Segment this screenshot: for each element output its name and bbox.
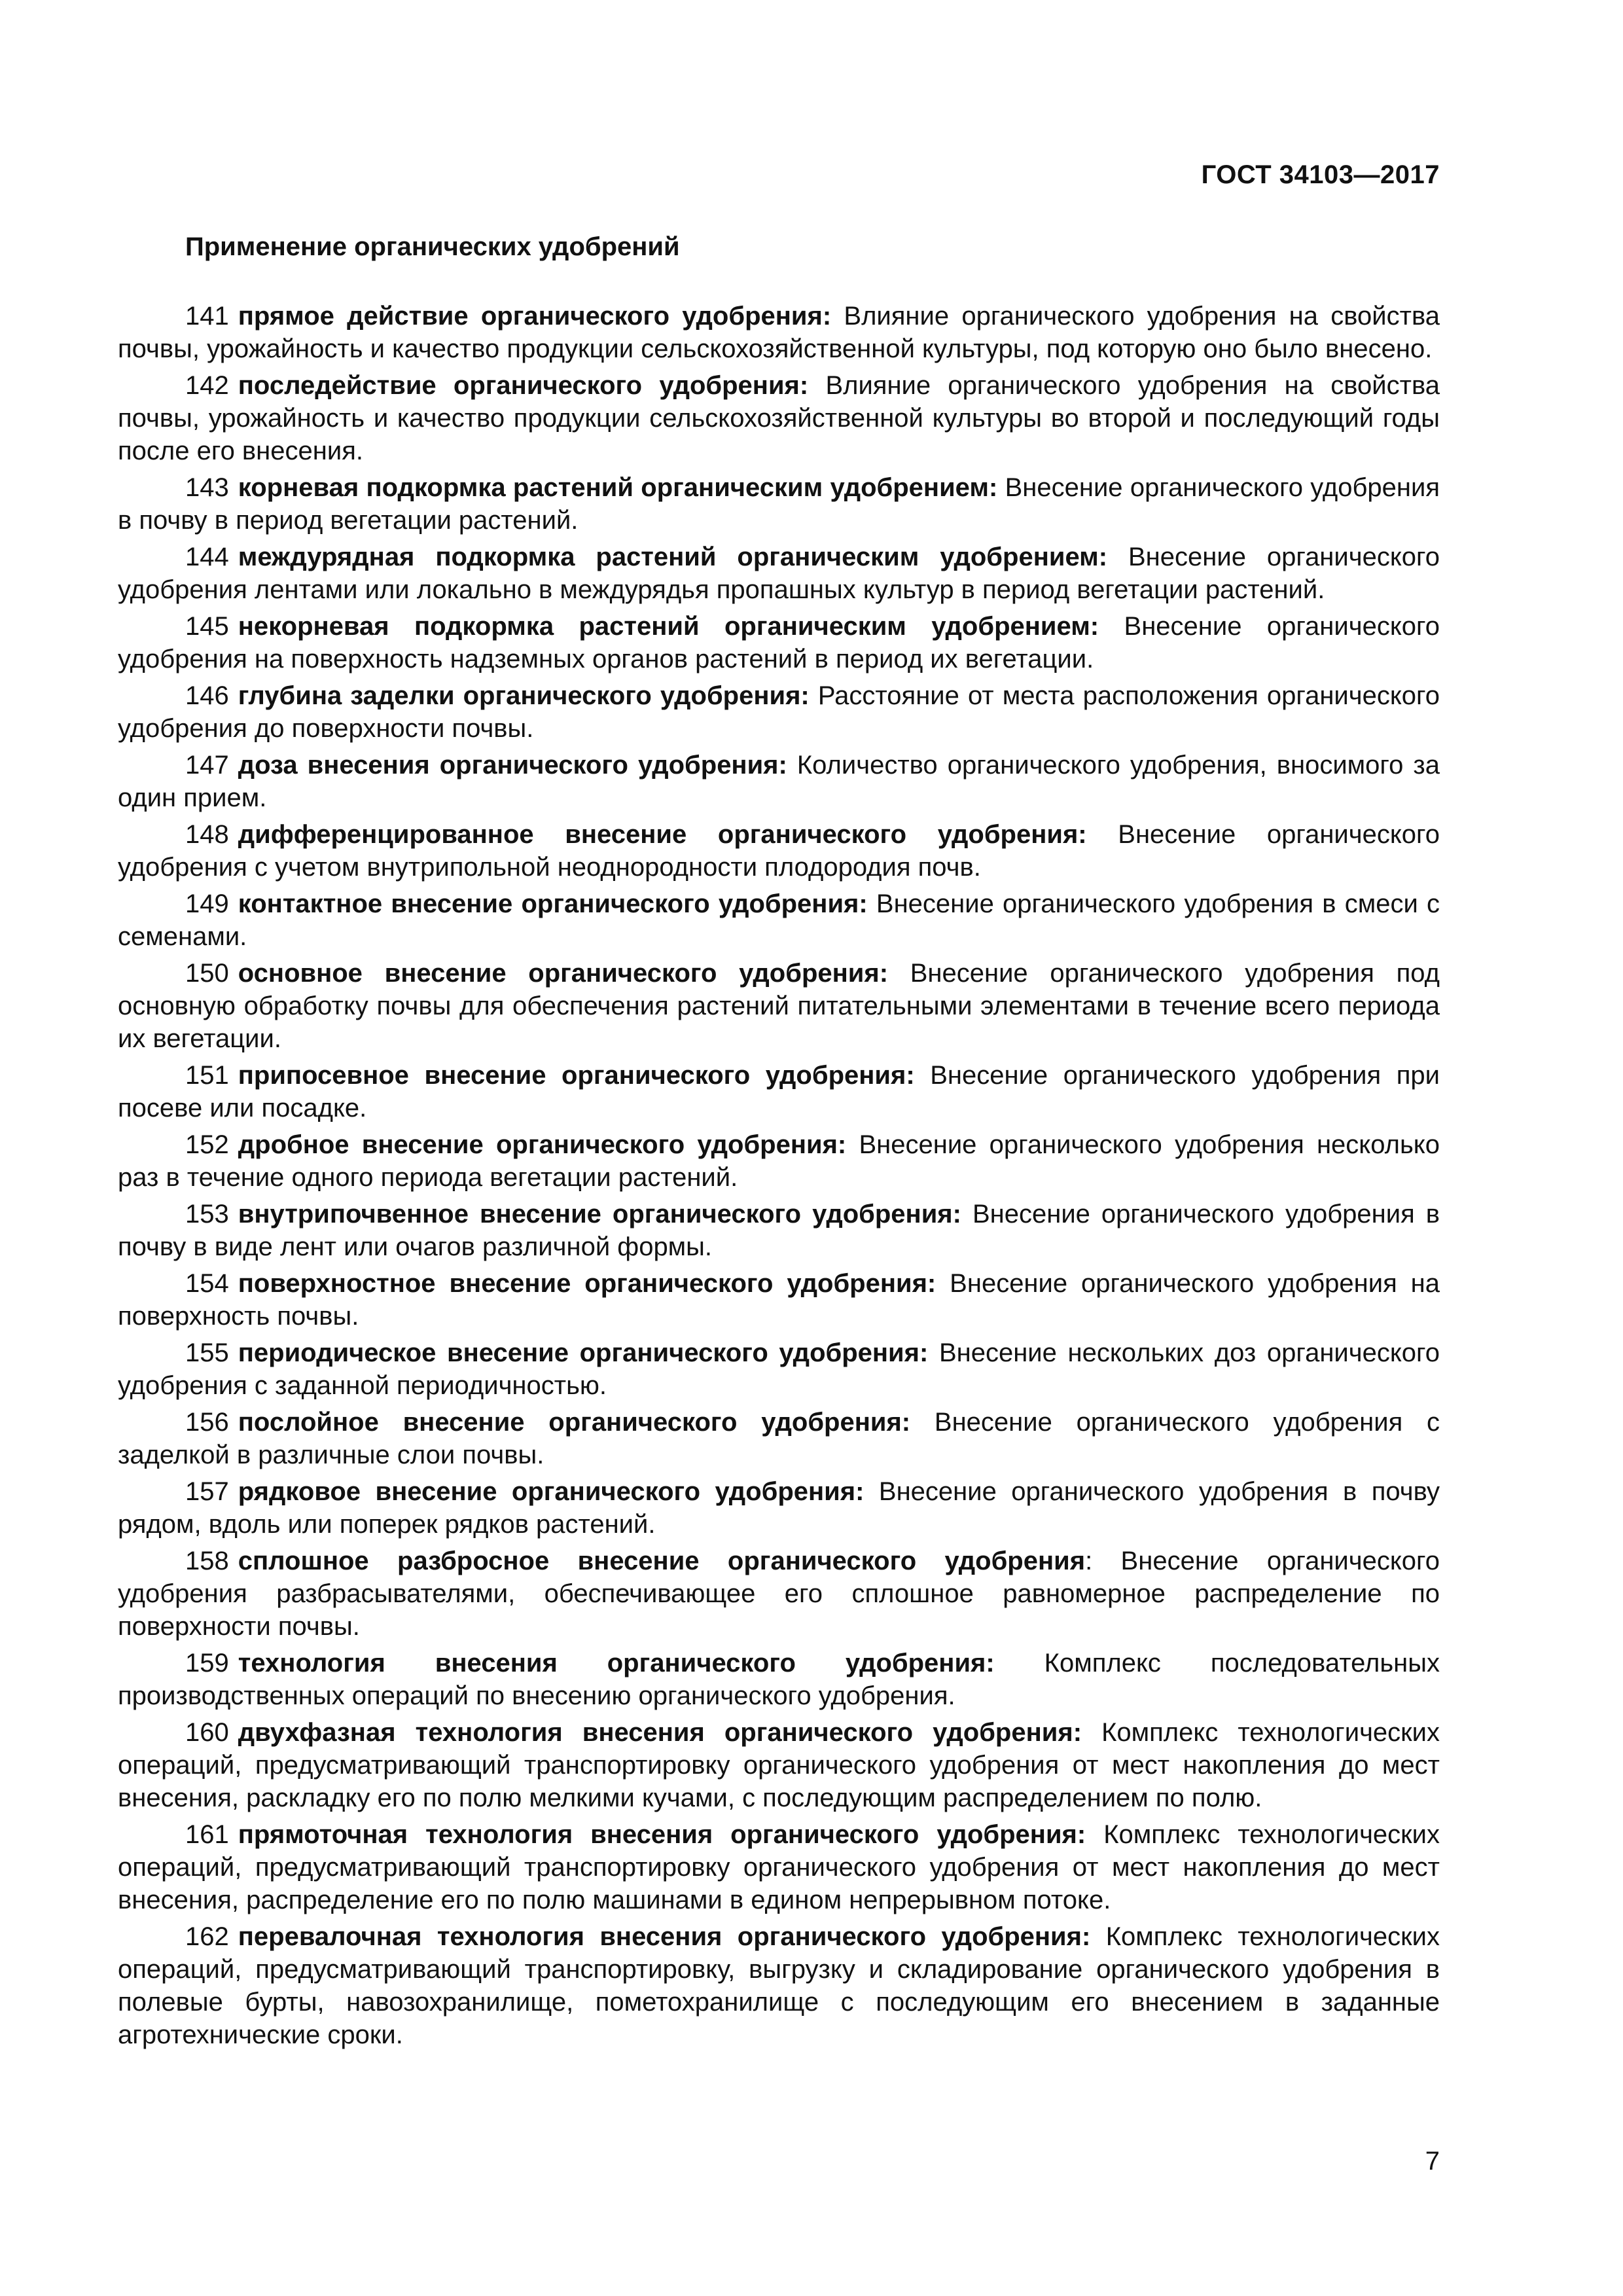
term-definition: Внесение органического удобрения с учетом внутрипольной неоднородности плодородия почв.	[118, 820, 1440, 882]
term-name: доза внесения органического удобрения:	[238, 751, 787, 780]
term-definition: Комплекс технологических операций, предусматривающий транспортировку органического удобрения от мест накопления до мест внесения, распределение его по полю машинами в едином непрерывном потоке.	[118, 1820, 1440, 1914]
term-name: прямое действие органического удобрения:	[238, 302, 832, 331]
term-number: 141	[185, 302, 229, 331]
term-name: основное внесение органического удобрения:	[238, 959, 889, 988]
term-number: 146	[185, 681, 229, 710]
term-entry	[118, 1406, 1440, 1471]
term-entry	[118, 300, 1440, 365]
term-name: перевалочная технология внесения органического удобрения:	[238, 1922, 1091, 1951]
term-name: глубина заделки органического удобрения:	[238, 681, 810, 710]
term-name: послойное внесение органического удобрения:	[238, 1408, 911, 1437]
term-entry	[118, 1267, 1440, 1333]
term-name: дробное внесение органического удобрения:	[238, 1130, 847, 1159]
term-number: 153	[185, 1200, 229, 1229]
term-number: 156	[185, 1408, 229, 1437]
term-definition: Влияние органического удобрения на свойства почвы, урожайность и качество продукции сельскохозяйственной культуры во второй и последующий годы после его внесения.	[118, 371, 1440, 465]
terms-list	[118, 300, 1440, 2055]
term-definition: Внесение органического удобрения на поверхность надземных органов растений в период их вегетации.	[118, 612, 1440, 673]
term-number: 157	[185, 1477, 229, 1506]
term-definition: : Внесение органического удобрения разбрасывателями, обеспечивающее его сплошное равномерное распределение по поверхности почвы.	[118, 1547, 1440, 1641]
term-definition: Внесение органического удобрения лентами или локально в междурядья пропашных культур в период вегетации растений.	[118, 543, 1440, 604]
term-number: 161	[185, 1820, 229, 1849]
term-number: 150	[185, 959, 229, 988]
term-name: поверхностное внесение органического удобрения:	[238, 1269, 936, 1298]
term-definition: Внесение органического удобрения в смеси с семенами.	[118, 889, 1440, 951]
document-code-header: ГОСТ 34103—2017	[1201, 160, 1440, 189]
term-definition: Внесение органического удобрения в почву рядом, вдоль или поперек рядков растений.	[118, 1477, 1440, 1539]
section-title: Применение органических удобрений	[185, 232, 680, 261]
term-name: рядковое внесение органического удобрения:	[238, 1477, 865, 1506]
term-entry	[118, 1716, 1440, 1814]
term-number: 162	[185, 1922, 229, 1951]
term-number: 155	[185, 1338, 229, 1367]
term-name: двухфазная технология внесения органического удобрения:	[238, 1718, 1082, 1747]
term-name: внутрипочвенное внесение органического удобрения:	[238, 1200, 961, 1229]
term-entry	[118, 1059, 1440, 1124]
term-name: прямоточная технология внесения органического удобрения:	[238, 1820, 1086, 1849]
term-entry	[118, 1475, 1440, 1541]
term-entry	[118, 471, 1440, 537]
term-entry	[118, 1647, 1440, 1712]
term-entry	[118, 541, 1440, 606]
term-number: 149	[185, 889, 229, 918]
page-number: 7	[1425, 2147, 1440, 2176]
term-number: 147	[185, 751, 229, 780]
term-definition: Внесение органического удобрения несколько раз в течение одного периода вегетации растений.	[118, 1130, 1440, 1192]
term-definition: Внесение нескольких доз органического удобрения с заданной периодичностью.	[118, 1338, 1440, 1400]
term-name: припосевное внесение органического удобрения:	[238, 1061, 915, 1090]
term-entry	[118, 1920, 1440, 2051]
term-definition: Расстояние от места расположения органического удобрения до поверхности почвы.	[118, 681, 1440, 743]
term-definition: Внесение органического удобрения в почву в период вегетации растений.	[118, 473, 1440, 535]
term-name: последействие органического удобрения:	[238, 371, 809, 400]
term-number: 159	[185, 1649, 229, 1677]
term-number: 151	[185, 1061, 229, 1090]
term-entry	[118, 1198, 1440, 1263]
term-entry	[118, 610, 1440, 675]
term-definition: Внесение органического удобрения на поверхность почвы.	[118, 1269, 1440, 1331]
term-entry	[118, 1128, 1440, 1194]
term-name: дифференцированное внесение органического удобрения:	[238, 820, 1087, 849]
term-name: сплошное разбросное внесение органического удобрения	[238, 1547, 1086, 1575]
term-entry	[118, 818, 1440, 884]
term-definition: Влияние органического удобрения на свойства почвы, урожайность и качество продукции сельскохозяйственной культуры, под которую оно было внесено.	[118, 302, 1440, 363]
term-name: некорневая подкормка растений органическим удобрением:	[238, 612, 1099, 641]
term-number: 160	[185, 1718, 229, 1747]
term-definition: Внесение органического удобрения при посеве или посадке.	[118, 1061, 1440, 1122]
term-number: 142	[185, 371, 229, 400]
term-entry	[118, 888, 1440, 953]
term-definition: Комплекс технологических операций, предусматривающий транспортировку органического удобрения от мест накопления до мест внесения, раскладку его по полю мелкими кучами, с последующим распределением по полю.	[118, 1718, 1440, 1812]
term-entry	[118, 1336, 1440, 1402]
term-entry	[118, 369, 1440, 467]
term-definition: Внесение органического удобрения под основную обработку почвы для обеспечения растений питательными элементами в течение всего периода их вегетации.	[118, 959, 1440, 1053]
term-definition: Комплекс технологических операций, предусматривающий транспортировку, выгрузку и складирование органического удобрения в полевые бурты, навозохранилище, пометохранилище с последующим его внесением в заданные агротехнические сроки.	[118, 1922, 1440, 2049]
term-name: междурядная подкормка растений органическим удобрением:	[238, 543, 1108, 571]
term-number: 144	[185, 543, 229, 571]
term-entry	[118, 957, 1440, 1055]
term-definition: Внесение органического удобрения в почву в виде лент или очагов различной формы.	[118, 1200, 1440, 1261]
term-number: 148	[185, 820, 229, 849]
term-definition: Внесение органического удобрения с заделкой в различные слои почвы.	[118, 1408, 1440, 1469]
term-name: корневая подкормка растений органическим удобрением:	[238, 473, 998, 502]
term-entry	[118, 1818, 1440, 1916]
term-definition: Комплекс последовательных производственных операций по внесению органического удобрения.	[118, 1649, 1440, 1710]
term-entry	[118, 679, 1440, 745]
term-number: 152	[185, 1130, 229, 1159]
term-number: 143	[185, 473, 229, 502]
term-number: 154	[185, 1269, 229, 1298]
term-entry	[118, 1545, 1440, 1643]
term-definition: Количество органического удобрения, вносимого за один прием.	[118, 751, 1440, 812]
term-name: технология внесения органического удобрения:	[238, 1649, 995, 1677]
term-name: контактное внесение органического удобрения:	[238, 889, 868, 918]
term-number: 158	[185, 1547, 229, 1575]
term-name: периодическое внесение органического удобрения:	[238, 1338, 929, 1367]
term-entry	[118, 749, 1440, 814]
term-number: 145	[185, 612, 229, 641]
